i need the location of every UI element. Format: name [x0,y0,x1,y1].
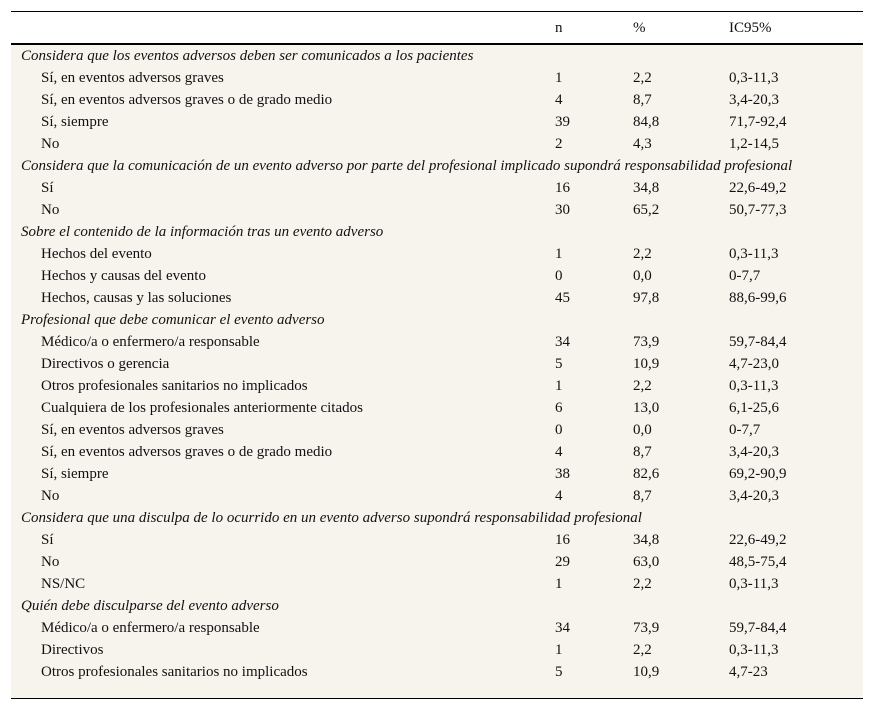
table-row [11,441,863,463]
row-n: 1 [555,576,563,592]
row-percent: 8,7 [633,92,652,108]
row-label: Directivos [41,642,104,658]
row-percent: 10,9 [633,356,660,372]
table-row [11,529,863,551]
table-row [11,353,863,375]
row-ci95: 69,2-90,9 [729,466,787,482]
row-percent: 13,0 [633,400,660,416]
row-ci95: 59,7-84,4 [729,334,787,350]
table-row [11,375,863,397]
table-row [11,133,863,155]
row-ci95: 3,4-20,3 [729,488,779,504]
row-label: NS/NC [41,576,86,592]
table-row [11,551,863,573]
table-row [11,485,863,507]
table-row [11,331,863,353]
table-row [11,463,863,485]
row-percent: 97,8 [633,290,660,306]
row-percent: 82,6 [633,466,660,482]
row-n: 4 [555,92,563,108]
table-row [11,573,863,595]
row-ci95: 71,7-92,4 [729,114,787,130]
row-n: 16 [555,180,570,196]
table-row [11,397,863,419]
section-row [11,507,863,529]
row-percent: 2,2 [633,246,652,262]
table-row [11,243,863,265]
row-n: 45 [555,290,570,306]
row-label: Hechos del evento [41,246,152,262]
table-row [11,89,863,111]
row-n: 1 [555,378,563,394]
section-row [11,45,863,67]
row-label: Sí, siempre [41,466,109,482]
row-n: 1 [555,70,563,86]
section-title: Sobre el contenido de la información tras un evento adverso [21,224,384,240]
header-n: n [555,20,563,36]
row-n: 16 [555,532,570,548]
row-ci95: 3,4-20,3 [729,92,779,108]
row-label: Sí, en eventos adversos graves o de grado medio [41,444,333,460]
row-percent: 73,9 [633,334,660,350]
section-row [11,595,863,617]
table-row [11,111,863,133]
row-ci95: 22,6-49,2 [729,532,787,548]
row-n: 4 [555,444,563,460]
row-label: Médico/a o enfermero/a responsable [41,334,260,350]
row-label: Sí [41,532,54,548]
table-row [11,661,863,683]
row-n: 0 [555,422,563,438]
row-n: 29 [555,554,570,570]
row-percent: 65,2 [633,202,660,218]
row-n: 34 [555,334,570,350]
row-ci95: 1,2-14,5 [729,136,779,152]
row-percent: 8,7 [633,488,652,504]
row-ci95: 0,3-11,3 [729,642,779,658]
section-row [11,221,863,243]
row-label: Otros profesionales sanitarios no implicados [41,378,308,394]
row-percent: 34,8 [633,532,660,548]
section-title: Considera que los eventos adversos deben ser comunicados a los pacientes [21,48,474,64]
row-label: No [41,554,60,570]
row-ci95: 0,3-11,3 [729,378,779,394]
row-ci95: 0,3-11,3 [729,576,779,592]
row-label: Hechos, causas y las soluciones [41,290,232,306]
row-ci95: 4,7-23,0 [729,356,779,372]
row-n: 2 [555,136,563,152]
row-ci95: 48,5-75,4 [729,554,787,570]
row-ci95: 0,3-11,3 [729,246,779,262]
row-n: 4 [555,488,563,504]
section-title: Quién debe disculparse del evento adverso [21,598,279,614]
table-row [11,265,863,287]
row-label: No [41,136,60,152]
row-ci95: 0-7,7 [729,422,761,438]
row-label: Sí, en eventos adversos graves o de grado medio [41,92,333,108]
row-n: 0 [555,268,563,284]
header-ci95: IC95% [729,20,772,36]
row-percent: 4,3 [633,136,652,152]
section-title: Considera que la comunicación de un evento adverso por parte del profesional implicado supondrá responsabilidad profesional [21,158,793,174]
row-n: 6 [555,400,563,416]
row-ci95: 3,4-20,3 [729,444,779,460]
section-row [11,309,863,331]
row-percent: 8,7 [633,444,652,460]
table-row [11,67,863,89]
row-label: Sí, siempre [41,114,109,130]
row-n: 38 [555,466,570,482]
row-percent: 0,0 [633,422,652,438]
table-row [11,287,863,309]
row-n: 1 [555,642,563,658]
row-percent: 63,0 [633,554,660,570]
table-row [11,419,863,441]
row-ci95: 50,7-77,3 [729,202,787,218]
row-label: Sí [41,180,54,196]
row-percent: 84,8 [633,114,660,130]
row-percent: 34,8 [633,180,660,196]
row-ci95: 6,1-25,6 [729,400,779,416]
row-label: Otros profesionales sanitarios no implicados [41,664,308,680]
row-percent: 2,2 [633,70,652,86]
table-row [11,177,863,199]
row-label: No [41,202,60,218]
section-title: Profesional que debe comunicar el evento adverso [21,312,325,328]
row-n: 30 [555,202,570,218]
row-label: Médico/a o enfermero/a responsable [41,620,260,636]
row-n: 1 [555,246,563,262]
row-n: 39 [555,114,570,130]
row-label: Sí, en eventos adversos graves [41,422,224,438]
section-row [11,155,863,177]
row-percent: 2,2 [633,378,652,394]
row-n: 5 [555,664,563,680]
row-percent: 0,0 [633,268,652,284]
table-row [11,639,863,661]
row-ci95: 4,7-23 [729,664,768,680]
row-label: No [41,488,60,504]
table-body [11,45,863,683]
row-n: 5 [555,356,563,372]
row-label: Hechos y causas del evento [41,268,206,284]
row-label: Cualquiera de los profesionales anteriormente citados [41,400,363,416]
section-title: Considera que una disculpa de lo ocurrido en un evento adverso supondrá responsabilidad profesional [21,510,642,526]
row-ci95: 0-7,7 [729,268,761,284]
row-ci95: 88,6-99,6 [729,290,787,306]
table-row [11,617,863,639]
row-percent: 2,2 [633,576,652,592]
table-row [11,199,863,221]
row-percent: 2,2 [633,642,652,658]
row-percent: 10,9 [633,664,660,680]
header-percent: % [633,20,646,36]
row-ci95: 22,6-49,2 [729,180,787,196]
table-header [11,12,863,45]
row-ci95: 59,7-84,4 [729,620,787,636]
row-percent: 73,9 [633,620,660,636]
row-n: 34 [555,620,570,636]
row-ci95: 0,3-11,3 [729,70,779,86]
results-table [11,11,863,699]
row-label: Sí, en eventos adversos graves [41,70,224,86]
row-label: Directivos o gerencia [41,356,170,372]
